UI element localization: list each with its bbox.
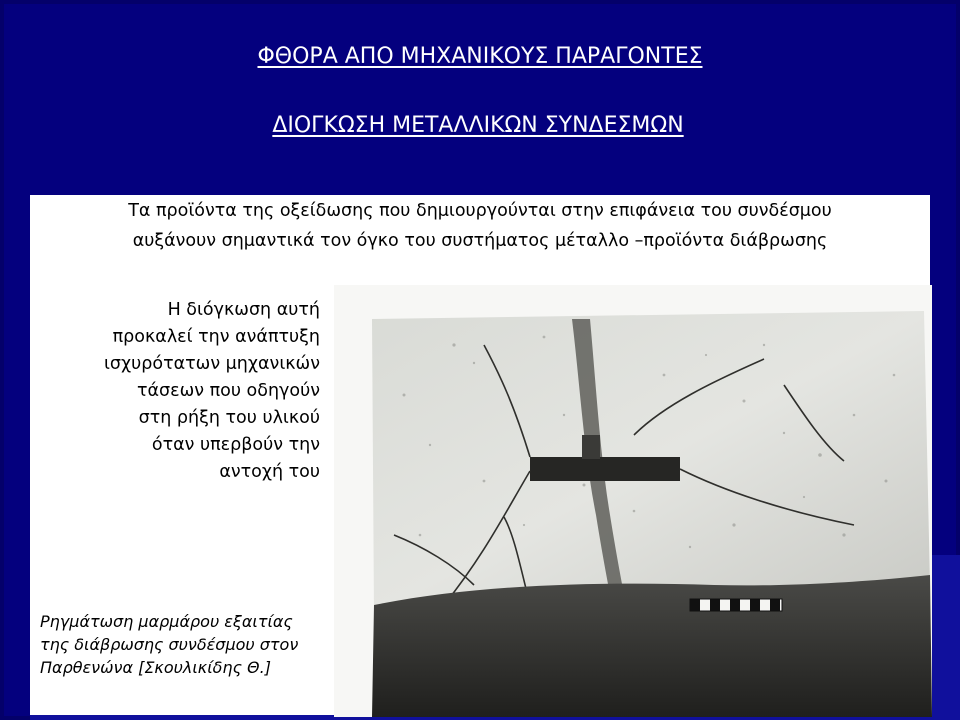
intro-paragraph	[40, 196, 920, 256]
side-line: τάσεων που οδηγούν	[136, 381, 320, 401]
side-line: στη ρήξη του υλικού	[138, 408, 320, 428]
caption-line: της διάβρωσης συνδέσμου στον	[40, 635, 299, 654]
slide-title: ΦΘΟΡΑ ΑΠΟ ΜΗΧΑΝΙΚΟΥΣ ΠΑΡΑΓΟΝΤΕΣ	[257, 44, 703, 69]
photo-svg	[334, 285, 932, 717]
intro-line: αυξάνουν σημαντικά τον όγκο του συστήματος μέταλλο –προϊόντα διάβρωσης	[132, 231, 828, 251]
side-line: όταν υπερβούν την	[151, 435, 320, 455]
caption-line: Ρηγμάτωση μαρμάρου εξαιτίας	[40, 612, 293, 631]
marble-crack-photo	[334, 285, 932, 717]
photo-caption	[40, 610, 360, 679]
side-line: Η διόγκωση αυτή	[167, 300, 320, 320]
side-line: αντοχή του	[219, 462, 320, 482]
lower-stone-band	[372, 575, 932, 717]
caption-line: Παρθενώνα [Σκουλικίδης Θ.]	[40, 658, 271, 677]
side-line: προκαλεί την ανάπτυξη	[112, 327, 320, 347]
intro-line: Τα προϊόντα της οξείδωσης που δημιουργούνται στην επιφάνεια του συνδέσμου	[128, 201, 832, 221]
side-paragraph	[40, 297, 320, 486]
slide-subtitle: ΔΙΟΓΚΩΣΗ ΜΕΤΑΛΛΙΚΩΝ ΣΥΝΔΕΣΜΩΝ	[272, 113, 684, 138]
metal-clamp	[530, 457, 680, 481]
side-line: ισχυρότατων μηχανικών	[104, 354, 320, 374]
scale-bar	[690, 599, 782, 611]
clamp-dowel	[582, 435, 600, 459]
